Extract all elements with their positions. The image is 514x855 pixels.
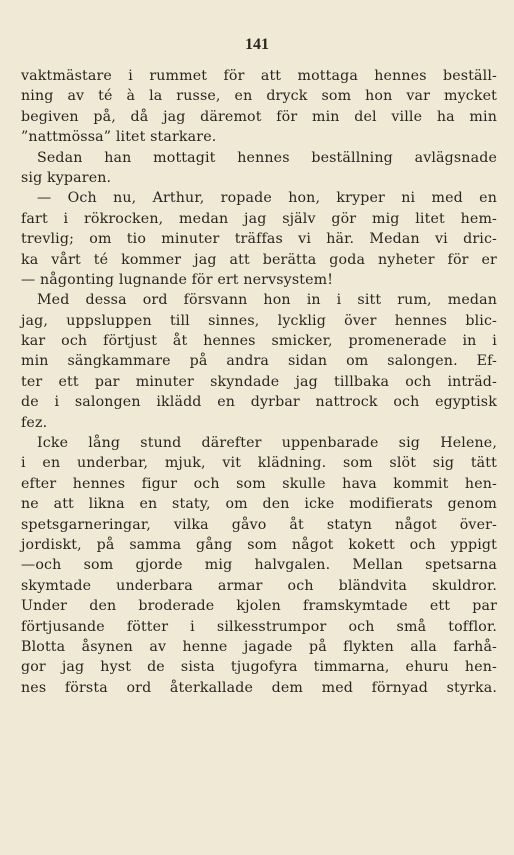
text-line: — någonting lugnande för ert nervsystem! — [21, 271, 334, 288]
text-line: ne att likna en staty, om den icke modifierats genom — [21, 496, 497, 513]
page-number: 141 — [245, 36, 269, 53]
text-line: trevlig; om tio minuter träffas vi här. Medan vi dric- — [21, 231, 497, 248]
text-line: efter hennes figur och som skulle hava kommit hen- — [21, 475, 497, 492]
text-line: sig kyparen. — [21, 169, 112, 186]
body-text — [21, 66, 497, 698]
text-line: — Och nu, Arthur, ropade hon, kryper ni med en — [37, 190, 497, 207]
text-line: ”nattmössa” litet starkare. — [21, 129, 217, 146]
text-line: kar och förtjust åt hennes smicker, promenerade in i — [21, 333, 497, 350]
text-line: ning av té à la russe, en dryck som hon var mycket — [21, 88, 497, 105]
text-line: ter ett par minuter skyndade jag tillbaka och inträd- — [21, 373, 497, 390]
text-line: nes första ord återkallade dem med förnyad styrka. — [21, 679, 497, 696]
text-line: gor jag hyst de sista tjugofyra timmarna, ehuru hen- — [21, 659, 497, 676]
text-line: Blotta åsynen av henne jagade på flykten alla farhå- — [21, 638, 497, 655]
text-line: de i salongen iklädd en dyrbar nattrock och egyptisk — [21, 394, 497, 411]
text-line: Under den broderade kjolen framskymtade ett par — [21, 598, 497, 615]
text-line: skymtade underbara armar och bländvita skuldror. — [21, 577, 497, 594]
text-line: jordiskt, på samma gång som något kokett och yppigt — [21, 536, 497, 553]
text-line: Icke lång stund därefter uppenbarade sig Helene, — [37, 435, 497, 452]
text-line: spetsgarneringar, vilka gåvo åt statyn något över- — [21, 516, 497, 533]
text-line: Sedan han mottagit hennes beställning avlägsnade — [37, 149, 497, 166]
text-line: —och som gjorde mig halvgalen. Mellan spetsarna — [21, 557, 497, 574]
text-line: fart i rökrocken, medan jag själv gör mig litet hem- — [21, 210, 497, 227]
text-line: Med dessa ord försvann hon in i sitt rum, medan — [37, 292, 497, 309]
text-line: ka vårt té kommer jag att berätta goda nyheter för er — [21, 251, 497, 268]
text-line: begiven på, då jag däremot för min del ville ha min — [21, 108, 497, 125]
text-line: förtjusande fötter i silkesstrumpor och små tofflor. — [21, 618, 497, 635]
text-line: jag, uppsluppen till sinnes, lycklig över hennes blic- — [21, 312, 497, 329]
text-line: fez. — [21, 414, 48, 431]
text-line: i en underbar, mjuk, vit klädning. som slöt sig tätt — [21, 455, 497, 472]
text-line: vaktmästare i rummet för att mottaga hennes beställ- — [21, 68, 497, 84]
text-line: min sängkammare på andra sidan om salongen. Ef- — [21, 353, 497, 370]
